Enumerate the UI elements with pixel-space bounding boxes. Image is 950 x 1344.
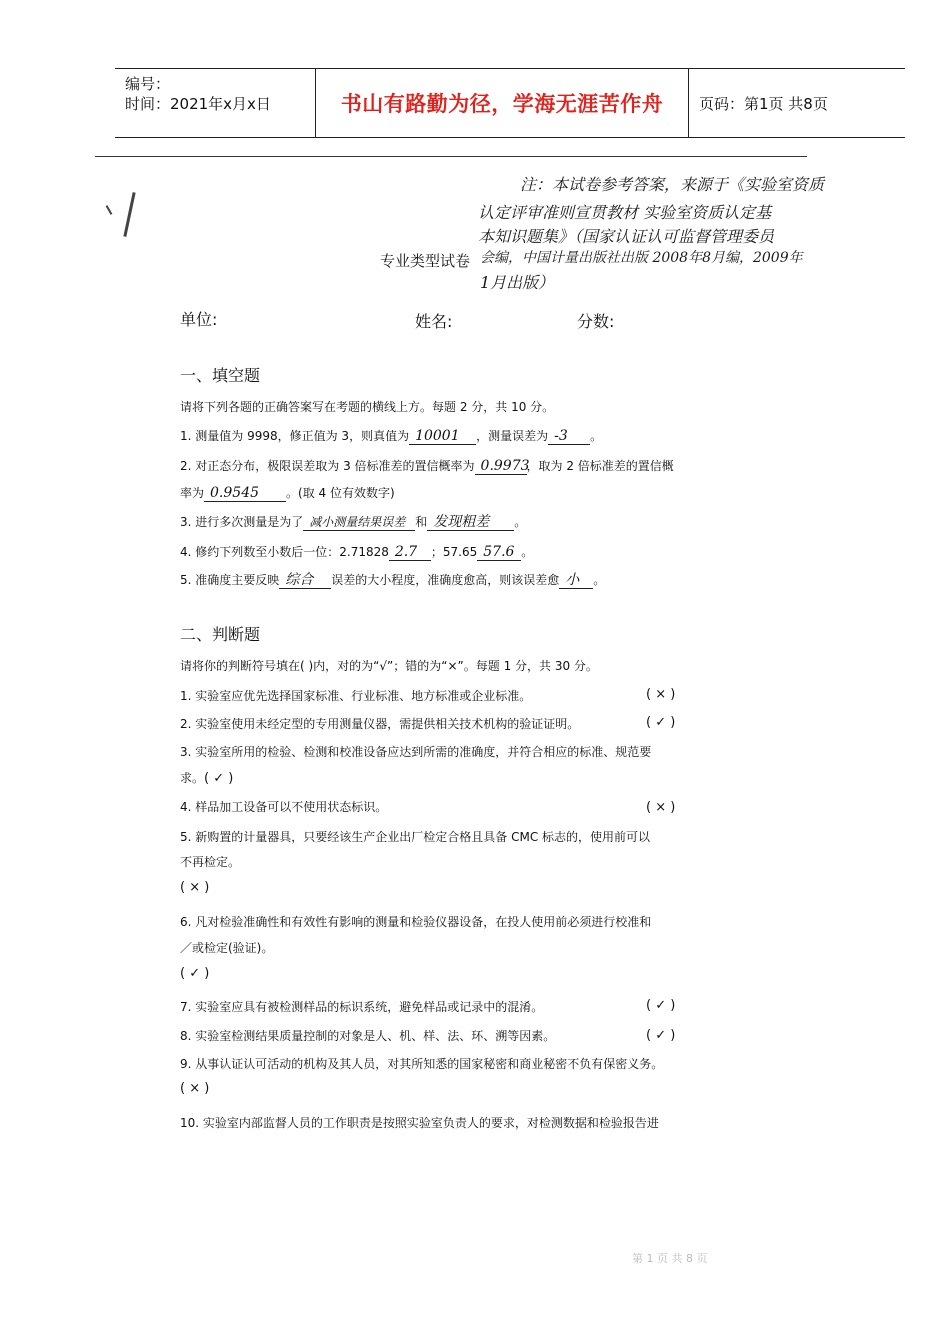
exam-title: 专业类型试卷	[380, 252, 471, 270]
faint-page-footer: 第 1 页 共 8 页	[632, 1252, 708, 1265]
document-time-label: 时间：2021年x月x日	[125, 95, 271, 113]
fill-question-4	[180, 543, 533, 561]
handwritten-note-line: 注：本试卷参考答案，来源于《实验室资质	[520, 175, 825, 194]
header-motto-cell	[316, 69, 689, 137]
section2-instruction: 请将你的判断符号填在( )内，对的为“√”；错的为“×”。每题 1 分，共 30 分。	[180, 659, 598, 673]
question-text: 5. 准确度主要反映	[180, 573, 280, 587]
judge-item-8: 8. 实验室检测结果质量控制的对象是人、机、样、法、环、溯等因素。	[180, 1029, 556, 1043]
fill-question-2-line2	[180, 484, 395, 502]
handwritten-note-line: 本知识题集》（国家认证认可监督管理委员	[478, 227, 775, 246]
judge-item-6-cont: ／或检定(验证)。	[180, 941, 274, 955]
fill-question-5	[180, 571, 605, 589]
question-text: 4. 修约下列数至小数后一位：2.71828	[180, 545, 389, 559]
judge-mark-6: ( ✓ )	[180, 966, 210, 981]
question-text: 。(取 4 位有效数字)	[286, 486, 395, 500]
handwritten-note-line: 1月出版）	[480, 273, 555, 292]
handwritten-note-line: 认定评审准则宣贯教材 实验室资质认定基	[478, 203, 772, 222]
header-page-cell	[689, 69, 905, 137]
judge-mark-8: ( ✓ )	[646, 1028, 676, 1043]
judge-mark-9: ( × )	[180, 1081, 210, 1096]
motto-text: 书山有路勤为径，学海无涯苦作舟	[340, 92, 664, 116]
judge-item-2: 2. 实验室使用未经定型的专用测量仪器，需提供相关技术机构的验证证明。	[180, 717, 580, 731]
judge-item-4: 4. 样品加工设备可以不使用状态标识。	[180, 800, 388, 814]
handwritten-note-line: 会编，中国计量出版社出版 2008年8月编，2009年	[480, 250, 803, 266]
question-text: 和	[415, 515, 428, 529]
page-header	[115, 68, 905, 138]
question-text: 率为	[180, 486, 205, 500]
page-number-label: 页码：第1页 共8页	[699, 94, 828, 113]
question-text: ；57.65	[430, 545, 478, 559]
question-text: 。	[514, 515, 527, 529]
judge-item-10: 10. 实验室内部监督人员的工作职责是按照实验室负责人的要求，对检测数据和检验报告进	[180, 1116, 659, 1130]
handwritten-answer: 2.7	[389, 545, 431, 561]
question-text: 2. 对正态分布，极限误差取为 3 倍标准差的置信概率为	[180, 459, 475, 473]
question-text: 误差的大小程度，准确度愈高，则该误差愈	[331, 573, 560, 587]
handwritten-answer: 0.9545	[204, 486, 286, 502]
judge-mark-7: ( ✓ )	[646, 998, 676, 1013]
judge-item-3: 3. 实验室所用的检验、检测和校准设备应达到所需的准确度，并符合相应的标准、规范要	[180, 745, 652, 759]
judge-item-3-cont	[180, 769, 233, 786]
question-text: 求。	[180, 771, 205, 785]
handwritten-answer: 10001	[409, 429, 476, 445]
handwritten-answer: 0.9973	[475, 459, 527, 475]
handwritten-answer: 减小测量结果误差	[303, 515, 415, 531]
judge-item-9: 9. 从事认证认可活动的机构及其人员，对其所知悉的国家秘密和商业秘密不负有保密义务。	[180, 1057, 664, 1071]
judge-mark-5: ( × )	[180, 880, 210, 895]
fill-question-3	[180, 513, 526, 531]
section2-title: 二、判断题	[180, 625, 261, 644]
section1-title: 一、填空题	[180, 366, 261, 385]
handwritten-answer: 57.6	[477, 545, 521, 561]
handwritten-answer: 发现粗差	[427, 515, 514, 531]
document-number-label: 编号：	[125, 75, 171, 93]
question-text: 1. 测量值为 9998，修正值为 3，则真值为	[180, 429, 410, 443]
scan-mark	[106, 205, 113, 215]
question-text: 。	[590, 429, 603, 443]
judge-mark-3: ( ✓ )	[204, 771, 234, 786]
judge-item-5: 5. 新购置的计量器具，只要经该生产企业出厂检定合格且具备 CMC 标志的，使用前可以	[180, 830, 651, 844]
question-text: 。	[593, 573, 606, 587]
judge-mark-1: ( × )	[646, 687, 676, 702]
judge-mark-4: ( × )	[646, 800, 676, 815]
judge-mark-2: ( ✓ )	[646, 715, 676, 730]
judge-item-5-cont: 不再检定。	[180, 855, 241, 869]
section1-instruction: 请将下列各题的正确答案写在考题的横线上方。每题 2 分，共 10 分。	[180, 400, 555, 414]
header-meta-cell	[115, 69, 316, 137]
fill-question-2-line1	[180, 457, 674, 475]
unit-field-label: 单位:	[180, 310, 218, 329]
judge-item-7: 7. 实验室应具有被检测样品的标识系统，避免样品或记录中的混淆。	[180, 1000, 544, 1014]
name-field-label: 姓名:	[415, 312, 453, 331]
handwritten-answer: 综合	[279, 573, 331, 589]
handwritten-answer: -3	[548, 429, 590, 445]
scan-top-rule	[95, 156, 807, 157]
fill-question-1	[180, 427, 602, 445]
judge-item-6: 6. 凡对检验准确性和有效性有影响的测量和检验仪器设备，在投人使用前必须进行校准和	[180, 915, 652, 929]
score-field-label: 分数:	[577, 312, 615, 331]
question-text: 3. 进行多次测量是为了	[180, 515, 304, 529]
judge-item-1: 1. 实验室应优先选择国家标准、行业标准、地方标准或企业标准。	[180, 689, 532, 703]
question-text: ，测量误差为	[476, 429, 549, 443]
question-text: ，取为 2 倍标准差的置信概	[526, 459, 674, 473]
handwritten-answer: 小	[559, 573, 593, 589]
question-text: 。	[521, 545, 534, 559]
scan-mark	[123, 192, 135, 237]
